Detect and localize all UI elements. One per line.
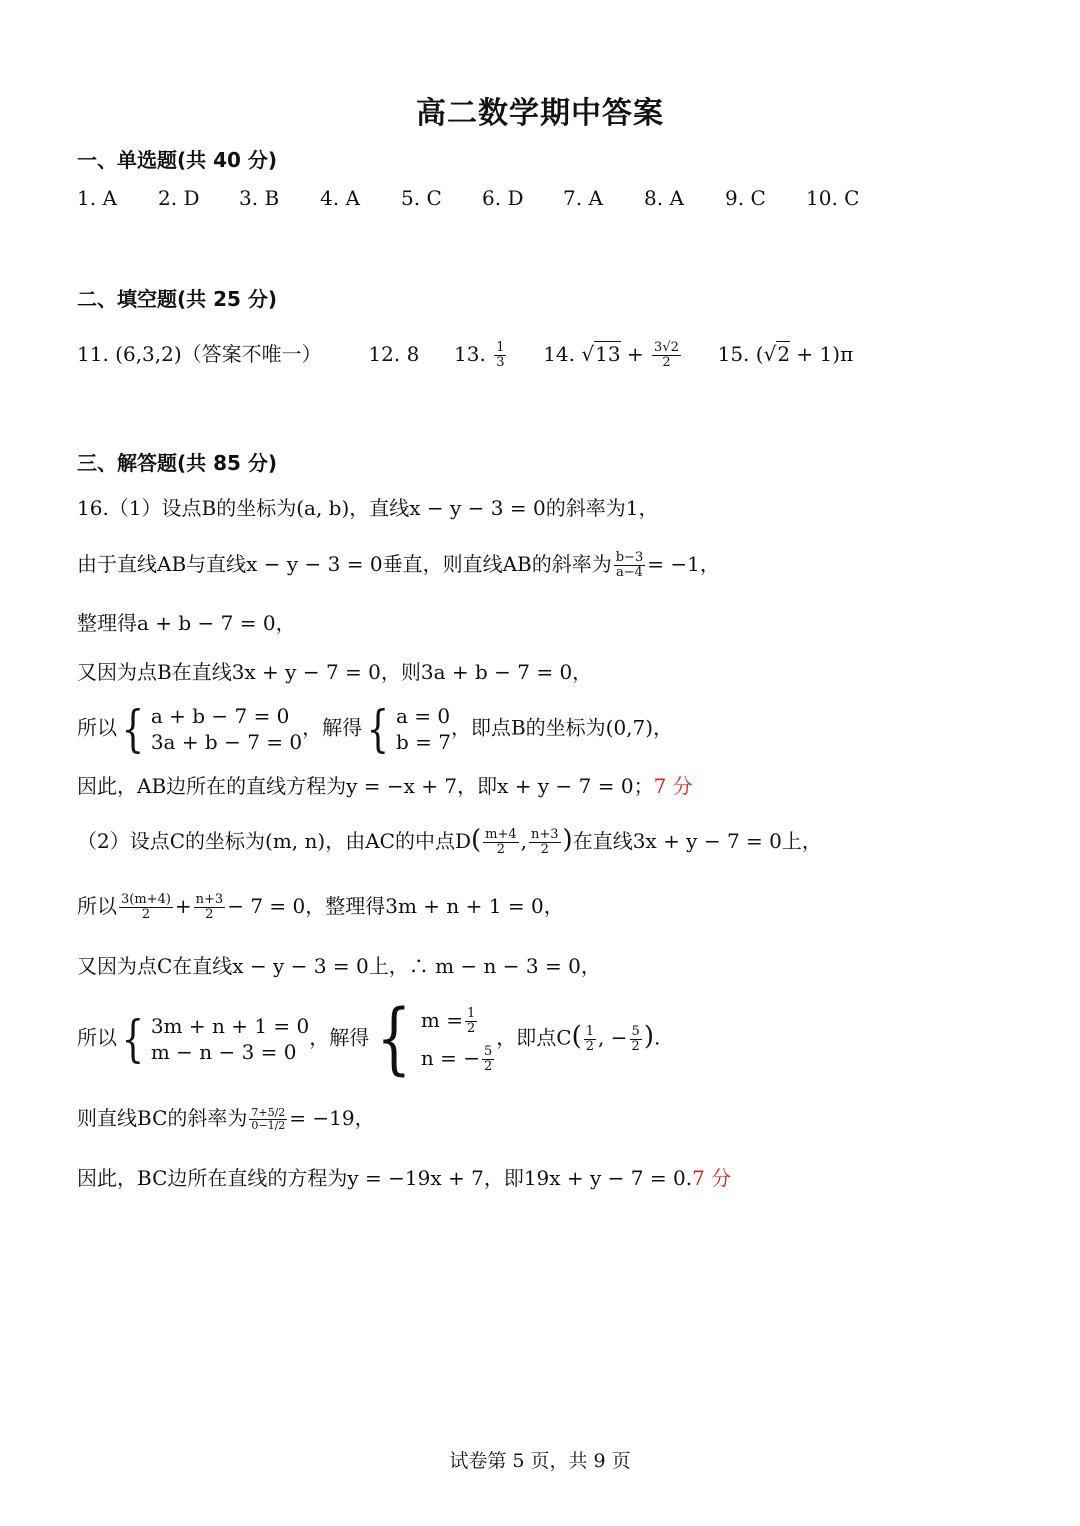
q16-line-3: 整理得a + b − 7 = 0， [77, 611, 296, 635]
mc-answer: 10. C [806, 186, 860, 210]
q13-label: 13. [454, 342, 486, 366]
q16-line-4: 又因为点B在直线3x + y − 7 = 0，则3a + b − 7 = 0， [77, 660, 593, 684]
q15-value: (√2 + 1)π [755, 342, 854, 366]
q16-line-6: 因此，AB边所在的直线方程为y = −x + 7，即x + y − 7 = 0；7 分 [77, 774, 693, 798]
q12-label: 12. [368, 342, 401, 366]
equation-system: { 3m + n + 1 = 0 m − n − 3 = 0 [121, 1010, 310, 1068]
solution-system: { m = $\frac{1}{2}$ n = − $\frac{5}{2}$ [376, 994, 493, 1084]
q14-fraction: $\frac{3√2}{2}$ [654, 340, 679, 370]
q16-line-9: 又因为点C在直线x − y − 3 = 0上，∴ m − n − 3 = 0， [77, 954, 601, 978]
q16-line-10: 所以 { 3m + n + 1 = 0 m − n − 3 = 0 ，解得 { m = $\frac{1}{2}$ n = − $\frac{5}{2}$ ，即点C( $\frac{1}{2}$ , − $\frac{5}{2}$ ). [77, 994, 661, 1084]
section-heading-fill-blank: 二、填空题(共 25 分) [77, 287, 278, 311]
q13-fraction: $\frac{1}{3}$ [496, 340, 505, 370]
mc-answer: 8. A [644, 186, 684, 210]
q16-line-7: （2）设点C的坐标为(m, n)，由AC的中点D( $\frac{m+4}{2}$ , $\frac{n+3}{2}$ )在直线3x + y − 7 = 0上， [77, 825, 822, 857]
section-heading-single-choice: 一、单选题(共 40 分) [77, 148, 278, 172]
score-badge: 7 分 [692, 1166, 732, 1190]
q11-label: 11. [77, 342, 109, 366]
mc-answer: 3. B [239, 186, 280, 210]
q14-root: √13 [581, 342, 621, 366]
q16-line-8: 所以 $\frac{3(m+4)}{2}$ + $\frac{n+3}{2}$ − 7 = 0，整理得3m + n + 1 = 0， [77, 892, 564, 922]
solution-system: { a = 0 b = 7 [366, 700, 451, 758]
mc-answer: 1. A [77, 186, 117, 210]
q11-note: （答案不唯一） [181, 342, 322, 366]
page-title: 高二数学期中答案 [416, 96, 664, 131]
mc-answer-row [77, 186, 887, 210]
q16-line-12: 因此，BC边所在直线的方程为y = −19x + 7，即19x + y − 7 = 0.7 分 [77, 1166, 732, 1190]
mc-answer: 2. D [158, 186, 200, 210]
page-footer: 试卷第 5 页，共 9 页 [449, 1450, 631, 1472]
section-heading-solutions: 三、解答题(共 85 分) [77, 451, 278, 475]
q16-line-1: 16.（1）设点B的坐标为(a, b)，直线x − y − 3 = 0的斜率为1， [77, 496, 659, 520]
mc-answer: 9. C [725, 186, 766, 210]
q16-line-2: 由于直线AB与直线x − y − 3 = 0垂直，则直线AB的斜率为 $\frac{b-3}{a-4}$ = −1， [77, 550, 720, 580]
fill-answers-row: 11. (6,3,2)（答案不唯一） 12. 8 13. $\frac{1}{3}$ 14. √13 + $\frac{3√2}{2}$ 15. (√2 + 1)π [77, 340, 854, 370]
q16-line-5: 所以 { a + b − 7 = 0 3a + b − 7 = 0 ，解得 { a = 0 b = 7 ，即点B的坐标为(0,7)， [77, 700, 674, 758]
mc-answer: 4. A [320, 186, 360, 210]
mc-answer: 5. C [401, 186, 442, 210]
mc-answer: 7. A [563, 186, 603, 210]
equation-system: { a + b − 7 = 0 3a + b − 7 = 0 [121, 700, 303, 758]
q12-value: 8 [406, 342, 420, 366]
q16-line-11: 则直线BC的斜率为 $\frac{7+5/2}{0-1/2}$ = −19， [77, 1106, 375, 1132]
q15-label: 15. [717, 342, 750, 366]
score-badge: 7 分 [653, 774, 693, 798]
q14-label: 14. [543, 342, 575, 366]
mc-answer: 6. D [482, 186, 524, 210]
q11-value: (6,3,2) [115, 342, 182, 366]
